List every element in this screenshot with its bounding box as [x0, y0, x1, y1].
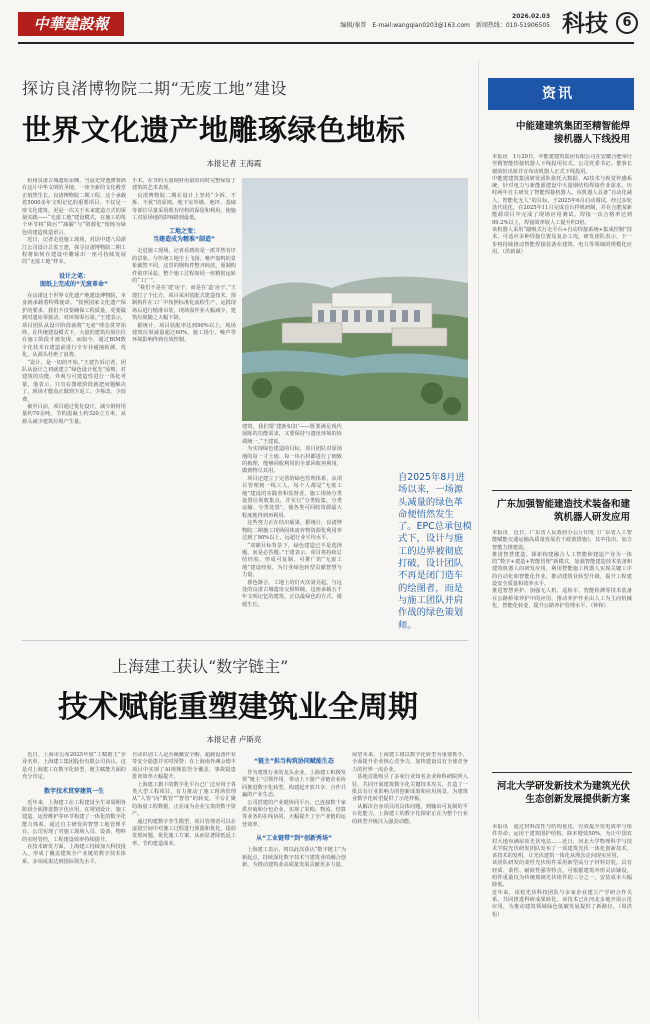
paragraph: 展望未来，上海建工将以数字化转型为重要抓手，全面提升企业核心竞争力，加快建设具有全球竞争力的世界一流企业。 [352, 752, 468, 773]
story1-byline: 本报记者 王海霞 [206, 159, 262, 168]
page-number-badge: 6 [616, 12, 638, 34]
story1-column-1 [22, 178, 126, 626]
paragraph: 暮色渐合，工地上的灯火次第亮起，与远处的良渚古城遗址交相辉映。这座承载五千年文明记忆的建筑，正以最绿色的方式，缓缓生长。 [242, 579, 342, 608]
story1-kicker: 探访良渚博物院二期“无废工地”建设 [22, 79, 287, 98]
story2-subhead-1: 数字技术贯穿建筑一生 [43, 787, 104, 795]
paragraph: 这些努力正在结出硕果，据统计，良渚博物院二期施工现场固体废弃物资源化利用率达到了90%以上，远超行业平均水平。 [242, 520, 342, 542]
paragraph: 据统计，项目装配率达到90%以上，现场建筑垃圾减量超过60%，施工扬尘、噪声等环境影响得到有效控制。 [132, 322, 236, 344]
story1-column-2 [132, 178, 236, 626]
paragraph: 为实现绿色建造的目标，项目团队对原场地的每一寸土地、每一块石材都进行了细致的梳理，能够回收利用的全部回收再利用，做到物尽其用。 [242, 446, 342, 475]
sidebar-news-1-body: 本报讯 1月29日，中能建建筑集团有限公司在安徽合肥举行至精智能焊接机器人下线投用仪式。公司党委书记、董事长谢效恒出席并宣布该机器人正式下线投用。 中能建建筑集团研发团队依托大数据、AI技术与视觉传感系统，针对电力与新能源建设中大量钢结构焊接作业需求，历时两年自主研发了智能焊接机器人。该机器人具备“自动化减人、智能化无人”的目标，于2025年6月启动调试，经过多轮迭代优化，在2025年11月完成首台样机研制，并在合肥某新能源项目中完成了现场应用测试。焊接一次合格率达到99.2%以上，焊接效率较人工提升约3倍。 该机器人采用“磁吸式行走平台+自动焊接系统+集成控制”技术，可适应多种焊接位置及复杂工况。研发团队表示，下一步将持续推动智能焊接装备在建筑、电力等领域的规模化应用。（洪新谋） [492, 154, 632, 255]
paragraph: 在良渚这个世界文化遗产地建设博物院，本身就承载着特殊使命。“按照国家文化遗产保护的要求，我们不仅要确保工程质量，更要做到对遗址零扰动、对环境零污染。”王建表示，项目团队从设计阶段就将“无废”理念贯穿始终，在传统建设模式下，大量的建筑垃圾往往在施工阶段才被发现，而如今，通过BIM数字化技术在建造前进行全专业碰撞检测、优化，从源头杜绝了浪费。 [22, 292, 126, 359]
issue-date: 2026.02.03 [512, 13, 550, 20]
masthead [18, 10, 634, 42]
museum-rendering-photo [242, 178, 468, 421]
story1-headline: 世界文化遗产地雕琢绿色地标 [22, 113, 406, 147]
masthead-rule [18, 42, 634, 44]
story2-subhead-2: “链主”担当构筑协同赋能生态 [254, 758, 334, 765]
story2-column-1 [22, 752, 126, 1018]
sidebar-news-2-title: 广东加强智能建造技术装备和建筑机器人研发应用 [496, 499, 630, 523]
sidebar-news-2-body: 本报讯 近日，广东省人民政府办公厅印发《广东省人工智能赋能交通运输高质量发展若干政策措施》，其中指出，加力智能力推建设。 推进智慧建造。探索构建融合人工智能和建造产业为一体的“数字+建造+智能管理”新模式，加强智能建造技术装备和建筑机器人的研发应用，利用智能施工机器人实现关键工序的自动化和智能化作业，推动建筑业转型升级，提升工程建设安全质量和效率水平。 推进智慧养护。加强无人机、巡检车、智能检测等技术装备在公路桥梁养护中的应用，推动养护作业由人工为主向机械化、智能化转变，提升公路养护管理水平。（钟和） [492, 530, 632, 609]
paragraph: 手术，在节约大量钢材用量的同时完整保留了建筑的艺术表现。 [132, 178, 236, 192]
story2-subhead-3: 从“工业链带”到“创新秀场” [256, 835, 332, 843]
story2-kicker: 上海建工获认“数字链主” [112, 657, 289, 676]
paragraph: 良渚博物院二期在设计上坚持“少拆、不拆、不扰”的原则。地下室外墙、地坪、基础等部位尽量采用既有结构的保留和利用，使施工对原场地的影响降到最低。 [132, 192, 236, 222]
sidebar-separator [492, 772, 632, 773]
paragraph: 通过构建数字孪生模型，项目管理者可以在虚拟空间中对施工过程进行预演和优化，提前发现问题，优化施工方案，从而显著降低返工率，节约建造成本。 [132, 818, 236, 847]
section-title: 科技 [562, 10, 608, 37]
story2-column-3 [242, 752, 346, 1018]
story1-column-4 [346, 430, 392, 626]
sidebar-news-3-body: 本报讯 通过材料改性与结构优化，有效提升发电效率与组件寿命；运用于建筑围护结构，降本增效50%，为让中国农村大地布满屋顶光伏电站……近日，河北大学物理科学与技术学院光伏研发团队发布了一项建筑光伏一体化创新技术，该技术的发明，让光伏建筑一体化从理念走向现实应用。 该团队研发的柔性光伏组件采用新型高分子材料封装，具有轻质、柔性、耐候性强等特点，可根据建筑外形灵活铺设，组件重量仅为传统玻璃光伏组件的三分之一，安装成本大幅降低。 近年来，该校光伏科技团队与多家企业建立产学研合作关系，共同推进科研成果转化。该技术已在河北多地开展示范应用，为推动建筑领域绿色低碳发展提供了新路径。（周洪松） [492, 824, 632, 918]
column-rule [478, 60, 479, 1020]
story1-subhead-1: 设计之笔： 图纸上完成的“无废革命” [40, 272, 108, 288]
story2-headline: 技术赋能重塑建筑业全周期 [58, 690, 418, 725]
sidebar-news-3-title: 河北大学研发新技术为建筑光伏生态创新发展提供新方案 [496, 781, 630, 805]
paragraph: 作为建筑行业的龙头企业，上海建工积极发挥“链主”引领作用，带动上下游产业链企业协同推进数字化转型，构建起开放共享、合作共赢的产业生态。 [242, 770, 346, 799]
paragraph: 杭州良渚古城遗址东侧，当晨光穿透薄雾洒在这片中华文明的圣地，一座全新的文化殿堂正悄然生长。良渚博物院二期工程，这个承载着5000多年文明记忆的重要项目，不仅是一座文化建筑，更是一次关于未来建造方式的深刻实践——“无废工地”建设模式，在施工的每个环节将“降污”“减碳”与“资源化”熔铸为绿色的建造筑造语言。 [22, 178, 126, 236]
dateline [340, 12, 550, 30]
paragraph: 近年来，上海建工在工程建设全生命周期各阶段全面推进数字化应用，在规划设计、施工建造、运营维护等环节构建了一体化的数字化能力体系。通过自主研发的智慧工地管理平台，公司实现了对施工现场人员、设备、物料的实时管控，工程建设效率持续提升。 [22, 799, 126, 843]
paragraph: 上海建工旗下的数字化平台已广泛应用于各类大型工程项目，有力推动了施工现场管理从“人管”向“数管”“智管”的转变。平台汇聚的海量工程数据，正在成为企业宝贵的数字资产。 [132, 781, 236, 818]
story2-byline: 本报记者 卢斯亮 [206, 735, 262, 744]
paragraph: 项目还建立了完善的绿色管理体系，从项目管理到一线工人，每个人都是“无废工地”建设的实践者和监督者。施工现场分类设置垃圾收集点，并实行“分类收集、分类运输、分类处置”，使各类可回收资源最大程度地得到再利用。 [242, 475, 342, 519]
sidebar-separator [492, 490, 632, 491]
story1-subhead-2: 工地之变： 当建造成为精准“制造” [153, 228, 215, 244]
paragraph: 建筑，我们要‘建新如旧’——既要满足现代展陈的功能需求，又要保持与遗址环境的协调统一。”王建说。 [242, 424, 342, 445]
editor-contact: 编辑/秦普 E-mail:wangqian0203@163.com 新闻热线：010-51906505 [340, 22, 550, 29]
news-sidebar [488, 78, 634, 1024]
sidebar-header: 资讯 [488, 78, 634, 110]
paragraph: 基地首批吸引了多家行业知名企业和科研院所入驻，共同开展建筑数字化关键技术攻关，打造了一批具有行业影响力的创新成果和应用场景，为建筑业数字化转型提供了示范样板。 [352, 774, 468, 803]
paragraph: “我们不是在‘建’房子，而是在‘造’房子。”王建打了个比方。项目采用装配式建造技术，预制构件在工厂中按照标准化流程生产，运抵现场后进行精准吊装，现场湿作业大幅减少，建筑垃圾随之大幅下降。 [132, 285, 236, 322]
paragraph: 公司搭建的产业链协同平台，已连接数千家供应商和分包企业，实现了采购、物流、结算等业务的在线协同，大幅提升了全产业链的运营效率。 [242, 799, 346, 828]
paragraph: 近日，上海市公布2025年度“工赋链主”企业名单，上海建工集团股份有限公司获认。这是对上海建工在数字化转型、链主赋能方面的充分肯定。 [22, 752, 126, 781]
paragraph: 自动识别工人是否佩戴安全帽、超载设备作业等安全隐患并实时预警；在上海南外滩会德丰项目中实现了AI视频监管全覆盖，事故隐患排查效率大幅提升。 [132, 752, 236, 781]
paragraph: 从解决自身项目的具体问题，到输出可复制的平台化能力，上海建工的数字化探索正在为整个行业的转型升级注入强劲动能。 [352, 803, 468, 825]
paragraph: 走进施工现场，记者看到的是一派井然有序的景象。与传统工地尘土飞扬、噪声轰鸣的景象截然不同，这里的钢构件整齐码放，预制构件依序吊装，整个施工过程如同一座精密运转的“工厂”。 [132, 248, 236, 285]
sidebar-news-1-title: 中能建建筑集团至精智能焊接机器人下线投用 [515, 121, 630, 145]
paragraph: 近日，记者走进施工现场，对话中建八局浙江公司设计总监王建，探寻良渚博物院二期工程将如何在建设中雕琢出一座可持续发展的“无废工地”样本。 [22, 237, 126, 266]
newspaper-logo: 中華建設報 [18, 12, 124, 36]
story-divider [22, 640, 468, 641]
story1-pull-quote: 自2025年8月进场以来，一场源头减量的绿色革命便悄然发生了。EPC总承包模式下，设计与施工的边界被彻底打破，设计团队不再是闭门造车的绘图者，而是与施工团队并肩作战的绿色策划师。 [398, 472, 472, 631]
story2-column-4 [352, 752, 468, 1018]
paragraph: “双碳目标背景下，绿色建造已不是选择题，而是必答题。”王建表示，项目将持续总结经验，形成可复制、可推广的“无废工地”建设经验，为行业绿色转型贡献智慧与力量。 [242, 542, 342, 579]
story2-column-2 [132, 752, 236, 1018]
paragraph: 上海建工表示，将以此次获认“数字链主”为新起点，持续深化数字技术与建筑业的融合创新，为推动建筑业高质量发展贡献更多力量。 [242, 847, 346, 869]
paragraph: “设计，是一切的开始。”王建告诉记者，团队从设计之初就建立“绿色设计优先”原则，对建筑的功能、外观与可建造性进行一体化考量，他表示，只有在图纸阶段就把问题解决了，现场才能真正做到少返工、少拆改、少浪费。 [22, 359, 126, 403]
paragraph: 在技术研发方面，上海建工持续加大科技投入，形成了覆盖建筑全产业链的数字技术体系，多项成果达到国际领先水平。 [22, 844, 126, 865]
paragraph: 截至目前，项目通过优化设计，减少钢材用量约70余吨，节约混凝土约320立方米，从源头减少建筑垃圾产生量。 [22, 403, 126, 425]
